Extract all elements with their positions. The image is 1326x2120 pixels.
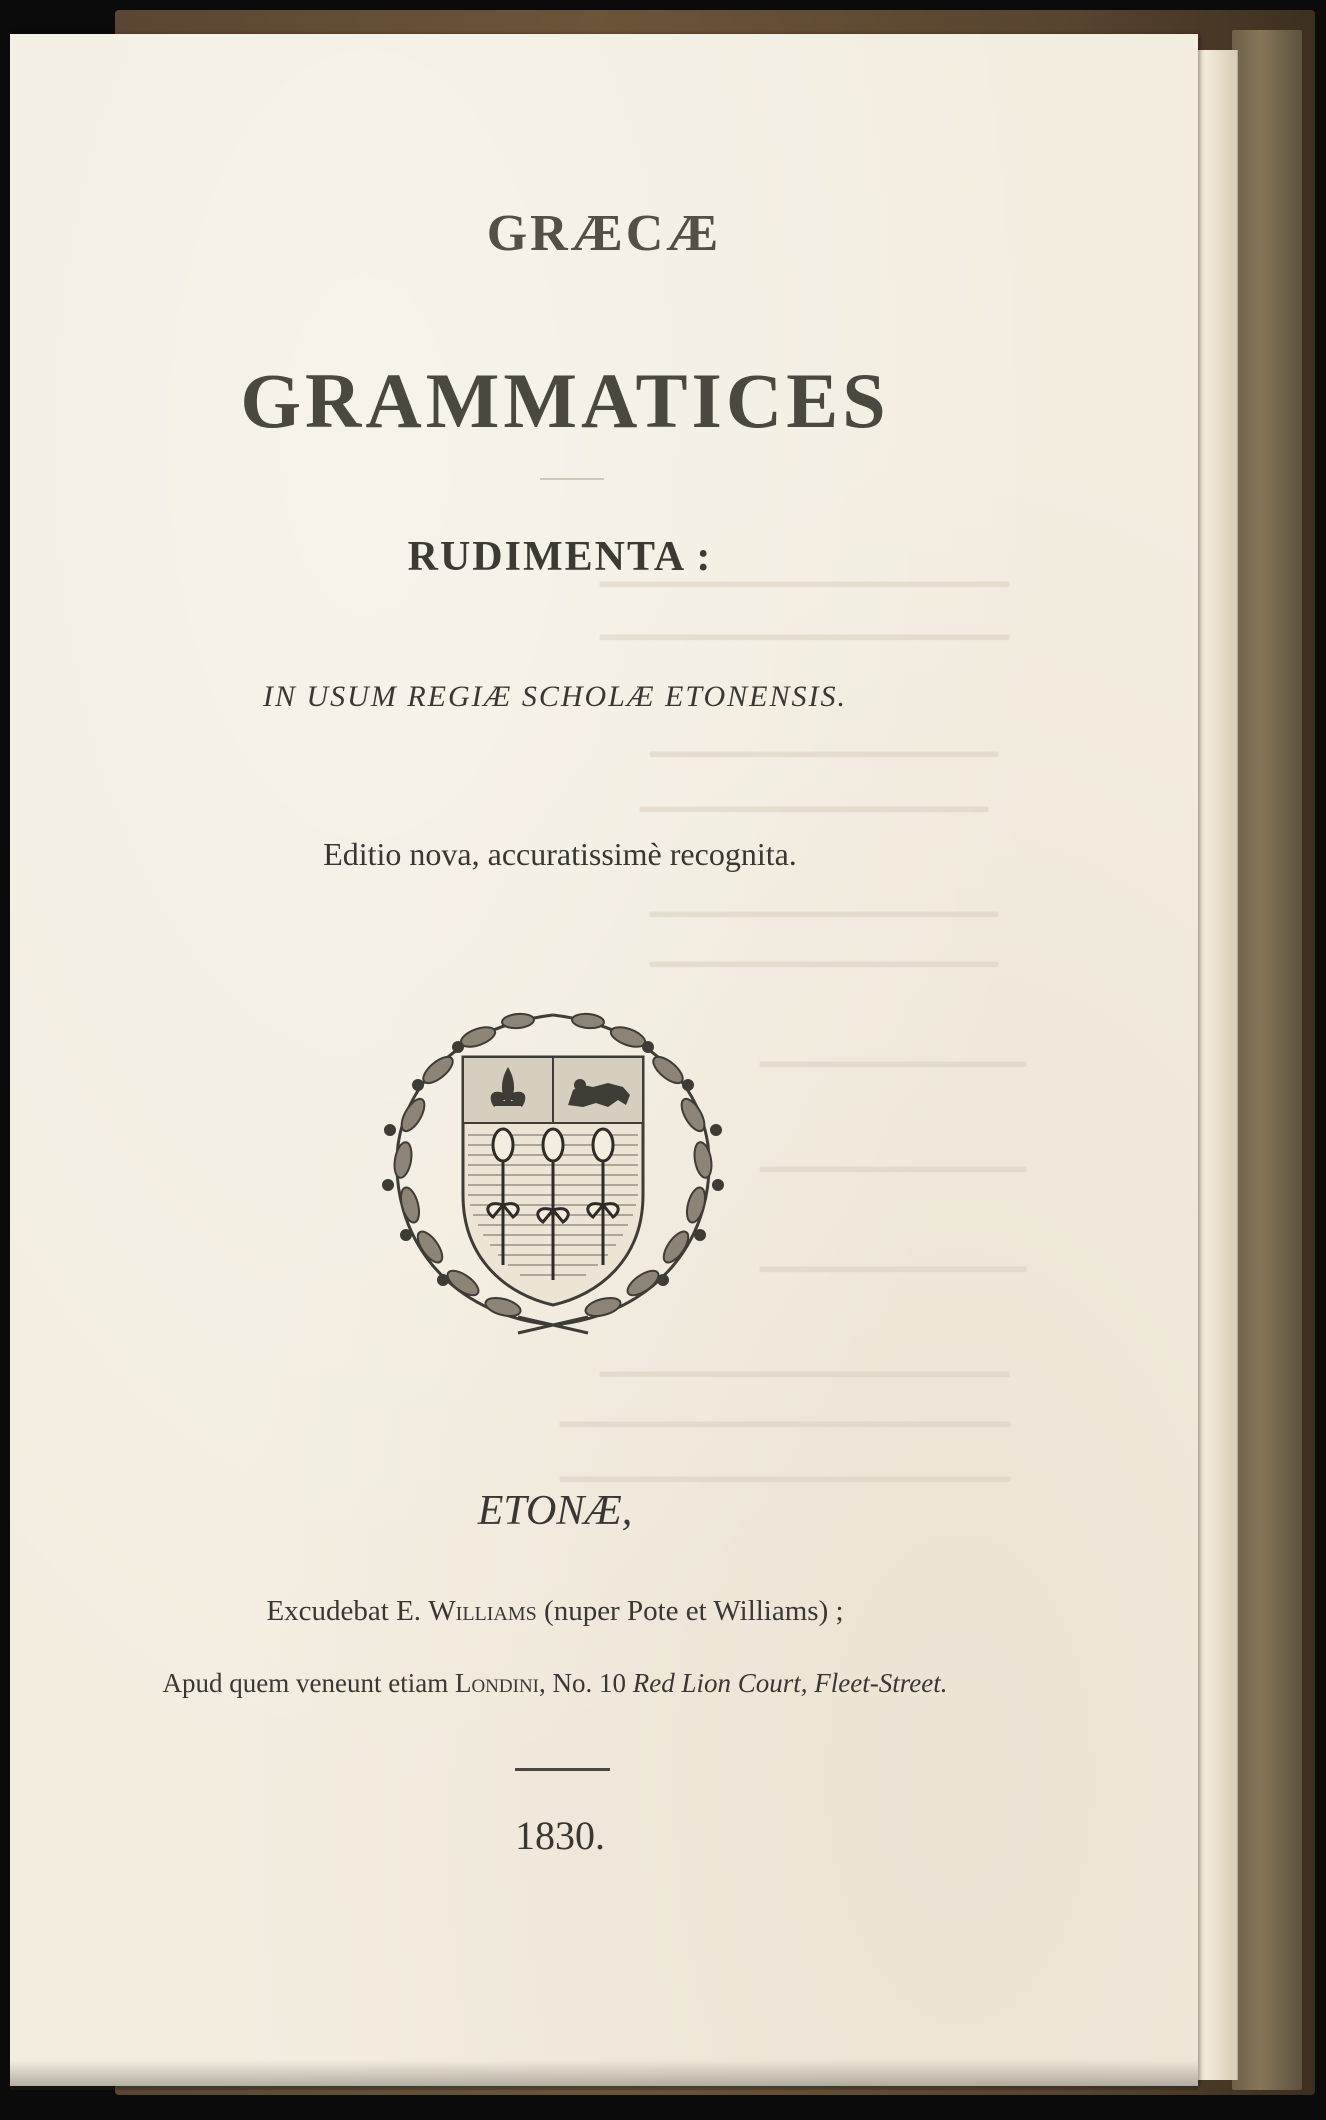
purpose-line: IN USUM REGIÆ SCHOLÆ ETONENSIS. (263, 680, 847, 713)
heraldic-shield (463, 1057, 643, 1305)
printer-line (0, 1597, 1110, 1626)
page-bottom-shadow (10, 2060, 1198, 2090)
photo-stage: ━━━━━━━━━━━━━━━━━━━━ ━━━━━━━━━━━━━━━━━━━━ ━━━━━━━━━━━━━━━━━ ━━━━━━━━━━━━━━━━━ ━━━━━━━━━━━━━━━━━ ━━━━━━━━━━━━━━━━━ ━━━━━━━━━━━━━ ━━━━━━━━━━━━━ ━━━━━━━━━━━━━ ━━━━━━━━━━━━━━━━━━━━ ━━━━━━━━━━━━━━━━━━━━━━ ━━━━━━━━━━━━━━━━━━━━━━ GRÆCÆ GRAMMATICES RUDIMENTA : IN USUM REGIÆ SCHOLÆ ETONENSIS. Editio nova, accuratissimè recognita. ETONÆ, Excudebat E. Williams (nuper Pote et Williams) ; Apud quem veneunt etiam Londini, No. 10 Red Lion Court, Fleet-Street. 1830. (0, 0, 1326, 2120)
edition-line: Editio nova, accuratissimè recognita. (323, 836, 797, 872)
seller-city: Londini (454, 1668, 540, 1698)
seller-line (0, 1670, 1110, 1697)
year-divider (515, 1768, 610, 1771)
title-line-rudimenta: RUDIMENTA : (407, 534, 713, 580)
seller-number: , No. 10 (539, 1668, 633, 1698)
printer-suffix: (nuper Pote et Williams) ; (536, 1595, 844, 1627)
printer-name: Williams (428, 1595, 537, 1627)
title-divider (540, 478, 604, 480)
title-line-graecae: GRÆCÆ (486, 205, 722, 262)
printer-prefix: Excudebat E. (266, 1595, 429, 1627)
eton-coat-of-arms-icon (368, 995, 738, 1340)
book-spine-edge (1232, 30, 1302, 2090)
seller-address: Red Lion Court, Fleet-Street. (632, 1668, 948, 1698)
publication-year: 1830. (515, 1813, 605, 1858)
seller-prefix: Apud quem veneunt etiam (162, 1668, 455, 1698)
title-line-grammatices: GRAMMATICES (240, 357, 890, 444)
imprint-place: ETONÆ, (477, 1488, 633, 1534)
